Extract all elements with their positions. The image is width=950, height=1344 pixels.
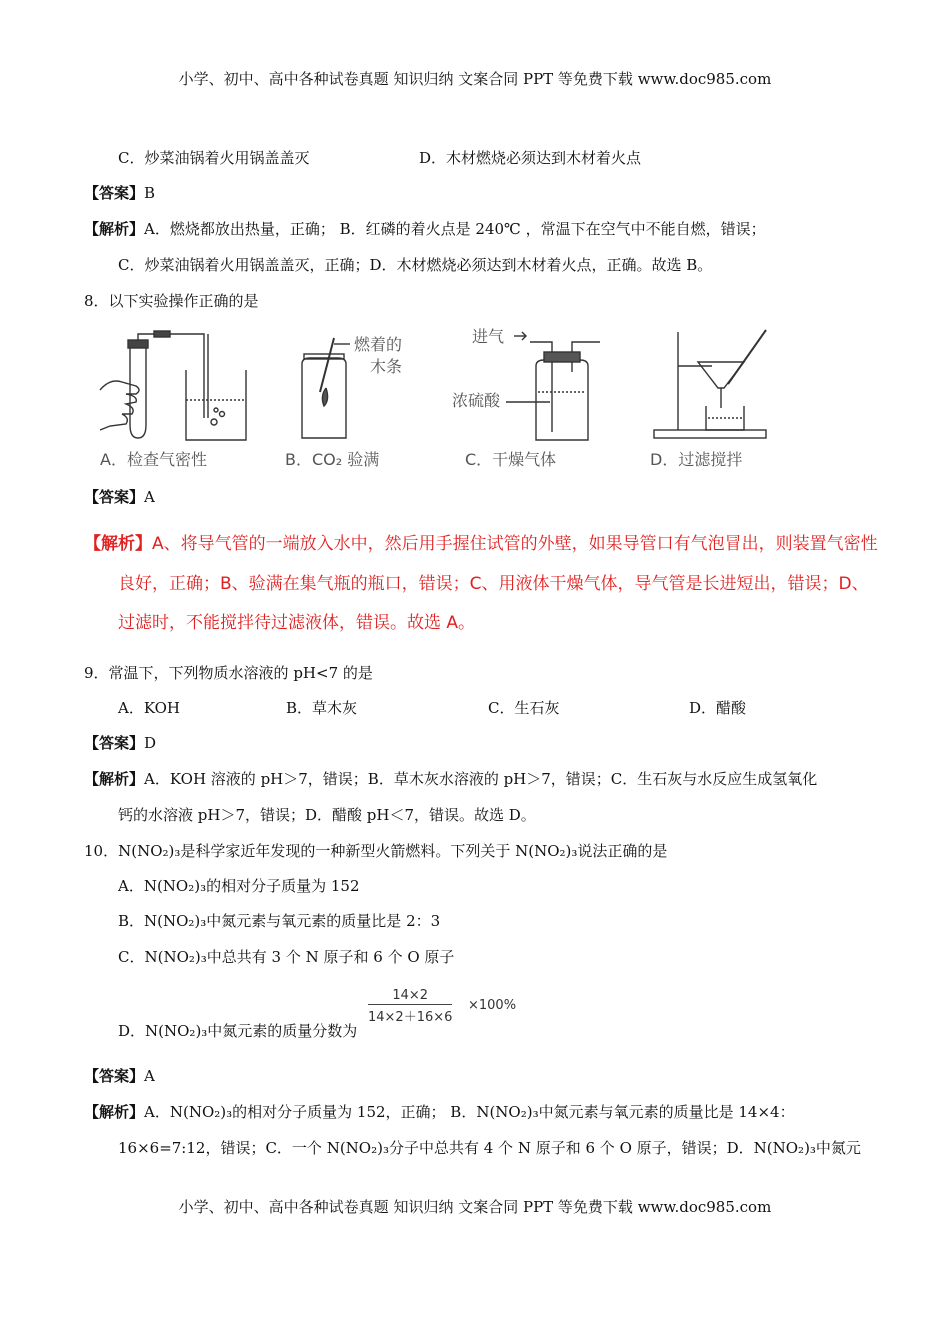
q8-figure-b bbox=[290, 330, 440, 445]
answer-tag: 【答案】 bbox=[84, 488, 145, 506]
q7-option-c: C．炒菜油锅着火用锅盖盖灭 bbox=[118, 149, 310, 167]
q8-analysis-line-2: 良好，正确；B、验满在集气瓶的瓶口，错误；C、用液体干燥气体，导气管是长进短出，错误；D、 bbox=[118, 574, 869, 594]
q9-stem: 9．常温下，下列物质水溶液的 pH<7 的是 bbox=[84, 664, 373, 682]
q9-option-b: B．草木灰 bbox=[286, 699, 358, 717]
q9-analysis-line-2: 钙的水溶液 pH＞7，错误；D．醋酸 pH＜7，错误。故选 D。 bbox=[118, 806, 536, 824]
q9-analysis-line-1 bbox=[84, 768, 817, 789]
page-header: 小学、初中、高中各种试卷真题 知识归纳 文案合同 PPT 等免费下载 www.doc985.com bbox=[178, 70, 772, 88]
page-footer: 小学、初中、高中各种试卷真题 知识归纳 文案合同 PPT 等免费下载 www.doc985.com bbox=[178, 1198, 772, 1216]
q7-answer bbox=[84, 182, 155, 203]
analysis-text: A．KOH 溶液的 pH＞7，错误；B．草木灰水溶液的 pH＞7，错误；C．生石灰与水反应生成氢氧化 bbox=[144, 770, 818, 788]
q8-analysis-line-3: 过滤时，不能搅拌待过滤液体，错误。故选 A。 bbox=[118, 613, 476, 633]
q8-caption-d: D．过滤搅拌 bbox=[650, 450, 743, 469]
q8-figure-a bbox=[96, 330, 276, 445]
q10-stem: 10．N(NO₂)₃是科学家近年发现的一种新型火箭燃料。下列关于 N(NO₂)₃说法正确的是 bbox=[84, 842, 668, 860]
q8-b-label-1: 燃着的 bbox=[354, 335, 403, 354]
analysis-tag: 【解析】 bbox=[84, 534, 152, 554]
q8-caption-b: B．CO₂ 验满 bbox=[285, 450, 380, 469]
q10-option-d: D．N(NO₂)₃中氮元素的质量分数为 bbox=[118, 1022, 358, 1040]
q8-b-label-2: 木条 bbox=[370, 357, 403, 376]
answer-value: D bbox=[144, 734, 157, 752]
q8-c-label-acid: 浓硫酸 bbox=[452, 391, 501, 410]
q8-figure-c bbox=[450, 322, 620, 447]
analysis-tag: 【解析】 bbox=[84, 1103, 145, 1121]
formula-percent: ×100% bbox=[468, 998, 517, 1013]
answer-value: A bbox=[144, 488, 155, 506]
q8-caption-c: C．干燥气体 bbox=[465, 450, 557, 469]
q10-option-b: B．N(NO₂)₃中氮元素与氧元素的质量比是 2：3 bbox=[118, 912, 441, 930]
analysis-text: A、将导气管的一端放入水中，然后用手握住试管的外壁，如果导管口有气泡冒出，则装置气密性 bbox=[152, 534, 878, 554]
q9-option-a: A．KOH bbox=[118, 699, 181, 717]
q10-option-c: C．N(NO₂)₃中总共有 3 个 N 原子和 6 个 O 原子 bbox=[118, 948, 455, 966]
analysis-tag: 【解析】 bbox=[84, 220, 145, 238]
answer-value: B bbox=[144, 184, 156, 202]
analysis-text: A．N(NO₂)₃的相对分子质量为 152，正确； B．N(NO₂)₃中氮元素与氧元素的质量比是 14×4： bbox=[144, 1103, 795, 1121]
q7-analysis-line-1 bbox=[84, 218, 766, 239]
analysis-text: A．燃烧都放出热量，正确； B．红磷的着火点是 240℃ ，常温下在空气中不能自燃，错误； bbox=[144, 220, 766, 238]
analysis-tag: 【解析】 bbox=[84, 770, 145, 788]
q9-answer bbox=[84, 732, 156, 753]
q8-answer bbox=[84, 486, 155, 507]
q7-analysis-line-2: C．炒菜油锅着火用锅盖盖灭，正确；D．木材燃烧必须达到木材着火点，正确。故选 B。 bbox=[118, 256, 713, 274]
q10-analysis-line-2: 16×6=7:12，错误；C．一个 N(NO₂)₃分子中总共有 4 个 N 原子和 6 个 O 原子，错误；D．N(NO₂)₃中氮元 bbox=[118, 1139, 861, 1157]
formula-denominator: 14×2＋16×6 bbox=[368, 1010, 453, 1025]
q8-figure-d bbox=[648, 326, 778, 446]
q8-analysis-line-1 bbox=[84, 529, 878, 554]
q7-option-d: D．木材燃烧必须达到木材着火点 bbox=[419, 149, 642, 167]
q9-option-c: C．生石灰 bbox=[488, 699, 560, 717]
q10-analysis-line-1 bbox=[84, 1101, 795, 1122]
q8-c-label-top: 进气 bbox=[472, 327, 505, 346]
answer-tag: 【答案】 bbox=[84, 734, 145, 752]
q10-formula bbox=[368, 988, 548, 1025]
q8-stem: 8．以下实验操作正确的是 bbox=[84, 292, 259, 310]
answer-tag: 【答案】 bbox=[84, 1067, 145, 1085]
q8-caption-a: A．检查气密性 bbox=[100, 450, 207, 469]
answer-value: A bbox=[144, 1067, 155, 1085]
q9-option-d: D．醋酸 bbox=[689, 699, 747, 717]
q10-option-a: A．N(NO₂)₃的相对分子质量为 152 bbox=[118, 877, 360, 895]
answer-tag: 【答案】 bbox=[84, 184, 145, 202]
q10-answer bbox=[84, 1065, 155, 1086]
formula-numerator: 14×2 bbox=[368, 988, 452, 1005]
